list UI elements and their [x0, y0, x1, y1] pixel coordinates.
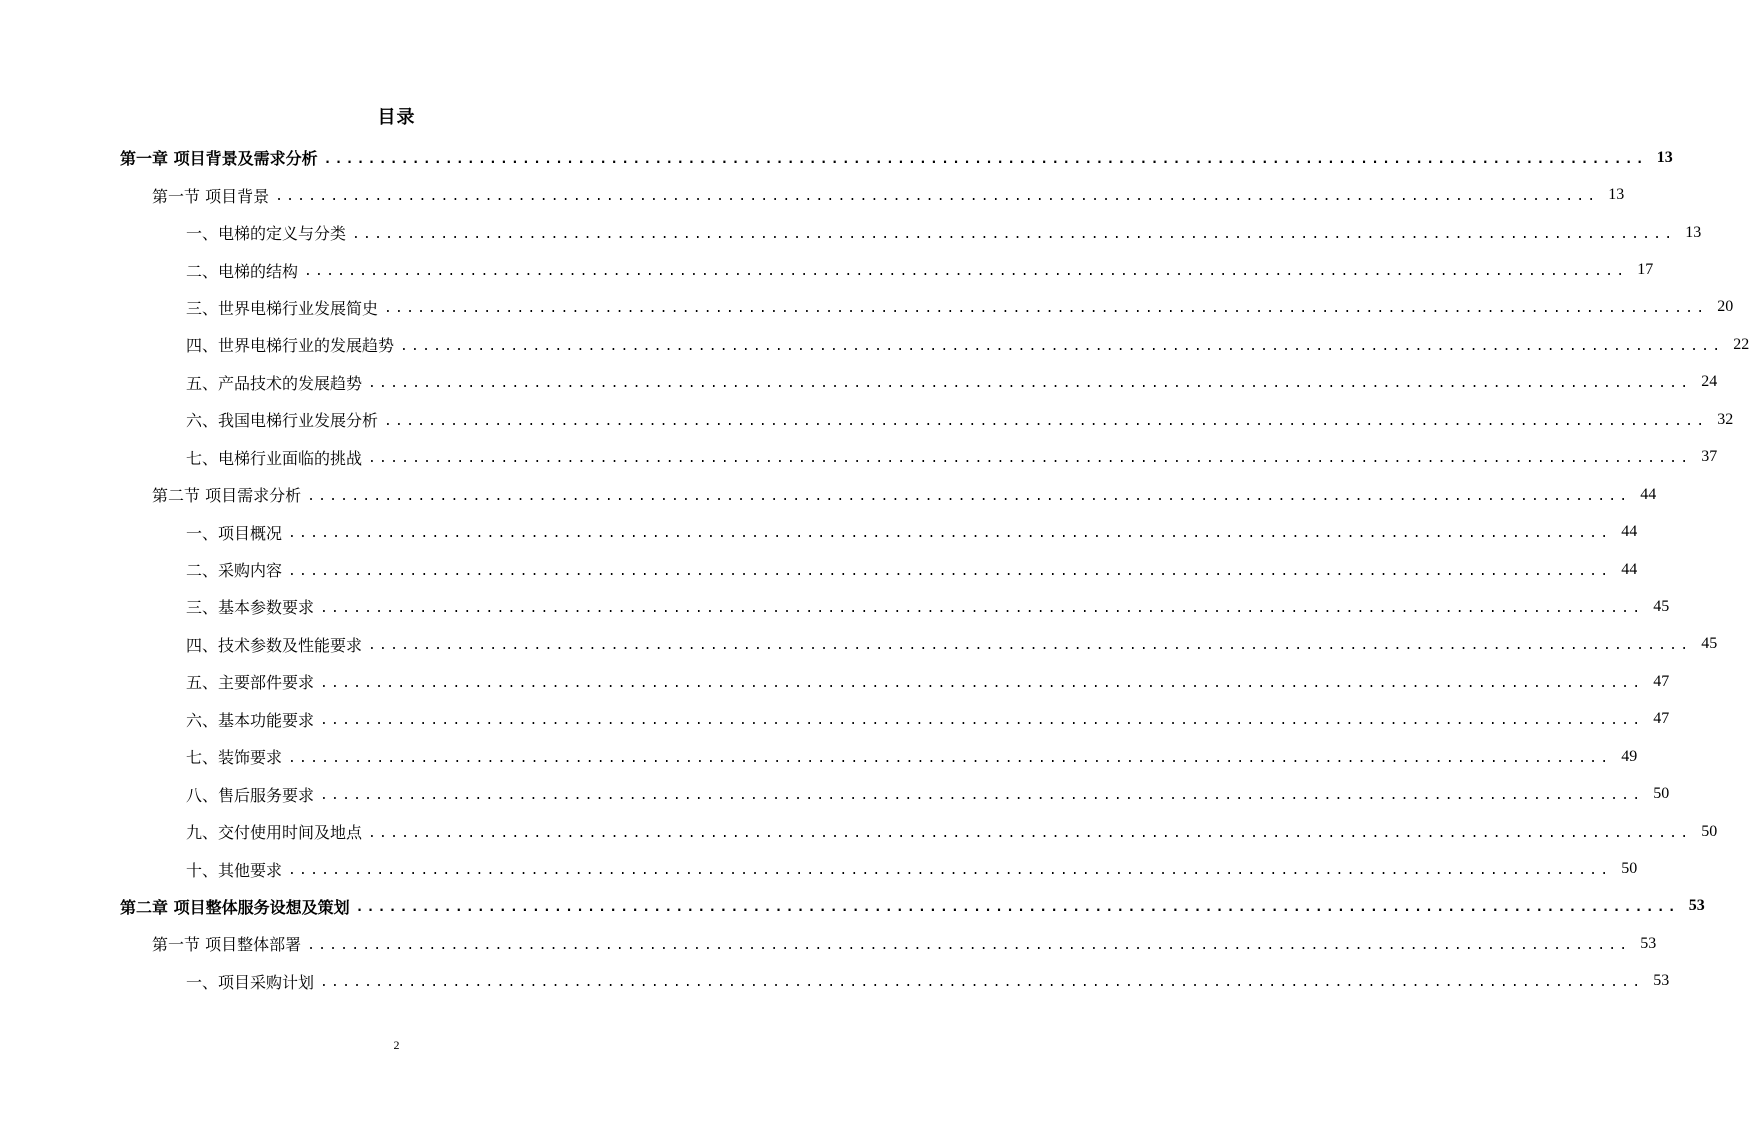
toc-entry-page: 50 — [1653, 785, 1670, 803]
toc-entry-page: 49 — [1621, 747, 1638, 765]
toc-entry[interactable] — [0, 551, 1638, 588]
toc-entry-page: 44 — [1621, 523, 1638, 541]
toc-entry-label: 七、电梯行业面临的挑战 — [186, 448, 363, 468]
toc-dot-leader: ........................................................................................................................ — [288, 563, 1612, 579]
toc-dot-leader: ........................................................................................................................ — [320, 675, 1644, 691]
toc-dot-leader: ........................................................................................................................ — [400, 338, 1724, 354]
toc-dot-leader: ........................................................................................................................ — [368, 638, 1692, 654]
toc-entry[interactable] — [0, 925, 1657, 962]
toc-entry[interactable] — [0, 775, 1670, 812]
toc-dot-leader: ........................................................................................................................ — [275, 189, 1599, 205]
toc-entry-label: 三、世界电梯行业发展简史 — [186, 298, 379, 318]
toc-entry-label: 一、项目概况 — [186, 523, 283, 543]
toc-dot-leader: ........................................................................................................................ — [352, 226, 1676, 242]
toc-entry-label: 四、世界电梯行业的发展趋势 — [186, 336, 395, 356]
toc-entry[interactable] — [0, 850, 1638, 887]
toc-entry-page: 24 — [1701, 373, 1718, 391]
toc-dot-leader: ........................................................................................................................ — [368, 376, 1692, 392]
toc-entry-label: 八、售后服务要求 — [186, 785, 315, 805]
toc-dot-leader: ........................................................................................................................ — [320, 713, 1644, 729]
toc-entry-page: 17 — [1637, 261, 1654, 279]
toc-entry[interactable] — [0, 176, 1625, 213]
toc-title: 目录 — [377, 107, 416, 128]
toc-entry[interactable] — [0, 439, 1718, 476]
toc-entry[interactable] — [0, 588, 1670, 625]
toc-entry-page: 32 — [1717, 410, 1734, 428]
toc-entry-label: 二、采购内容 — [186, 561, 283, 581]
toc-dot-leader: ........................................................................................................................ — [355, 900, 1679, 916]
toc-entry-page: 44 — [1640, 485, 1657, 503]
toc-entry-label: 第一节 项目整体部署 — [152, 935, 302, 955]
toc-entry-label: 五、产品技术的发展趋势 — [186, 373, 363, 393]
toc-entry-page: 45 — [1653, 597, 1670, 615]
toc-entry-label: 一、电梯的定义与分类 — [186, 224, 347, 244]
toc-entry-page: 53 — [1640, 934, 1657, 952]
toc-dot-leader: ........................................................................................................................ — [323, 151, 1647, 167]
toc-entry-label: 第二节 项目需求分析 — [152, 486, 302, 506]
toc-entry[interactable] — [0, 139, 1673, 176]
toc-entry[interactable] — [0, 963, 1670, 1000]
toc-entry-label: 五、主要部件要求 — [186, 673, 315, 693]
toc-entry-page: 53 — [1688, 897, 1705, 915]
toc-entry[interactable] — [0, 888, 1705, 925]
toc-entry-page: 47 — [1653, 672, 1670, 690]
toc-entry-page: 50 — [1621, 860, 1638, 878]
toc-dot-leader: ........................................................................................................................ — [288, 863, 1612, 879]
toc-entry-page: 53 — [1653, 972, 1670, 990]
toc-dot-leader: ........................................................................................................................ — [320, 788, 1644, 804]
toc-entry[interactable] — [0, 813, 1718, 850]
toc-entry-label: 七、装饰要求 — [186, 748, 283, 768]
toc-dot-leader: ........................................................................................................................ — [384, 301, 1708, 317]
toc-entry[interactable] — [0, 513, 1638, 550]
toc-entry[interactable] — [0, 401, 1734, 438]
toc-entry[interactable] — [0, 663, 1670, 700]
toc-dot-leader: ........................................................................................................................ — [288, 526, 1612, 542]
toc-entry-page: 50 — [1701, 822, 1718, 840]
toc-entry-label: 第一节 项目背景 — [152, 186, 270, 206]
toc-dot-leader: ........................................................................................................................ — [320, 600, 1644, 616]
toc-entry-page: 20 — [1717, 298, 1734, 316]
toc-list — [0, 139, 1749, 1000]
toc-entry-label: 九、交付使用时间及地点 — [186, 823, 363, 843]
toc-entry[interactable] — [0, 626, 1718, 663]
toc-entry-label: 三、基本参数要求 — [186, 598, 315, 618]
toc-dot-leader: ........................................................................................................................ — [288, 750, 1612, 766]
toc-entry-page: 13 — [1656, 148, 1673, 166]
toc-entry-page: 47 — [1653, 710, 1670, 728]
toc-entry-page: 13 — [1685, 223, 1702, 241]
toc-entry-page: 37 — [1701, 448, 1718, 466]
toc-entry[interactable] — [0, 251, 1654, 288]
toc-entry-label: 二、电梯的结构 — [186, 261, 299, 281]
toc-dot-leader: ........................................................................................................................ — [368, 451, 1692, 467]
toc-entry-page: 45 — [1701, 635, 1718, 653]
toc-entry-label: 六、我国电梯行业发展分析 — [186, 411, 379, 431]
toc-dot-leader: ........................................................................................................................ — [320, 975, 1644, 991]
toc-entry[interactable] — [0, 476, 1657, 513]
toc-dot-leader: ........................................................................................................................ — [384, 413, 1708, 429]
toc-entry-label: 一、项目采购计划 — [186, 972, 315, 992]
toc-entry[interactable] — [0, 701, 1670, 738]
toc-entry-label: 十、其他要求 — [186, 860, 283, 880]
toc-entry-label: 第二章 项目整体服务设想及策划 — [120, 897, 350, 917]
toc-entry[interactable] — [0, 289, 1734, 326]
toc-entry[interactable] — [0, 364, 1718, 401]
page-number: 2 — [393, 1038, 400, 1052]
toc-dot-leader: ........................................................................................................................ — [307, 488, 1631, 504]
toc-dot-leader: ........................................................................................................................ — [368, 825, 1692, 841]
toc-dot-leader: ........................................................................................................................ — [304, 264, 1628, 280]
toc-entry[interactable] — [0, 214, 1702, 251]
toc-dot-leader: ........................................................................................................................ — [307, 937, 1631, 953]
toc-entry-label: 第一章 项目背景及需求分析 — [120, 149, 318, 169]
toc-entry[interactable] — [0, 738, 1638, 775]
toc-entry-label: 六、基本功能要求 — [186, 710, 315, 730]
toc-entry-page: 13 — [1608, 186, 1625, 204]
toc-entry[interactable] — [0, 326, 1749, 363]
toc-entry-page: 22 — [1733, 335, 1749, 353]
toc-entry-page: 44 — [1621, 560, 1638, 578]
toc-entry-label: 四、技术参数及性能要求 — [186, 635, 363, 655]
